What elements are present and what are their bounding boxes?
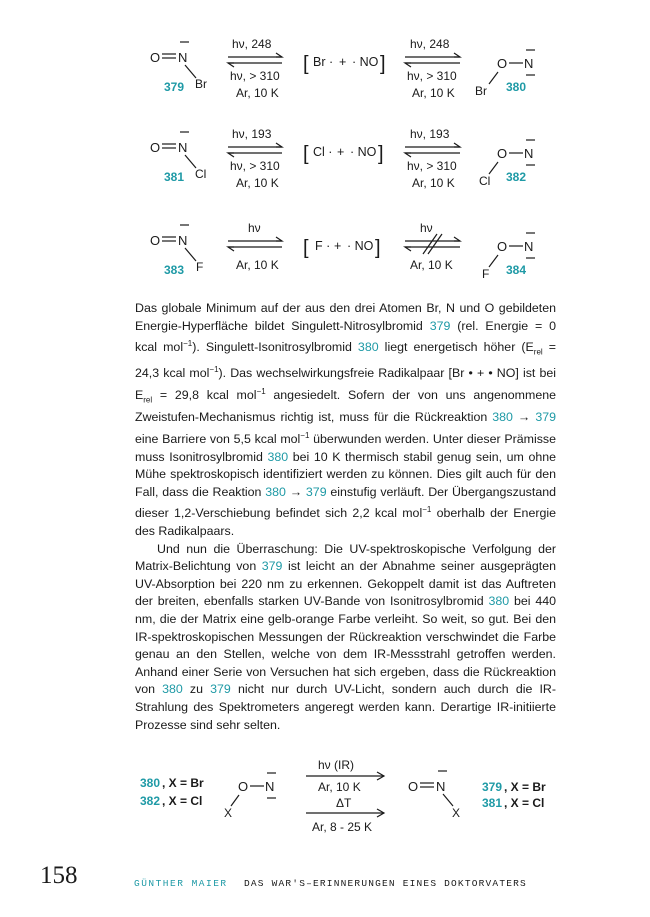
single-bond: [489, 255, 498, 267]
compound-number: 384: [506, 263, 527, 277]
atom-n: N: [524, 239, 534, 254]
atom-n: N: [524, 56, 534, 71]
substituent-label: , X = Br: [162, 776, 204, 790]
text-run: eine Barriere von 5,5 kcal mol: [135, 432, 301, 446]
text-run: Das globale Minimum auf der aus den drei Atomen Br, N und O gebildeten Energie-Hyperfläche bildet Singulett-Nitrosylbromid: [135, 301, 556, 333]
atom-o: O: [150, 50, 161, 65]
compound-ref: 379: [305, 484, 327, 499]
atom-o: O: [150, 233, 161, 248]
arrow-head: [454, 143, 460, 147]
running-footer-author: GÜNTHER MAIER: [134, 878, 228, 889]
radical-halogen: F ·: [315, 239, 331, 253]
radical-no: · NO: [352, 55, 379, 69]
bracket-open: [: [303, 53, 309, 75]
arrow-head: [405, 153, 411, 157]
radical-halogen: Cl ·: [313, 145, 333, 159]
text-run: einstufig verläuft. Der Übergangszustand dieser 1,2-Verschiebung befindet sich 2,2 kcal mol: [135, 484, 556, 521]
substituent-label: , X = Br: [504, 780, 546, 794]
superscript: −1: [209, 365, 219, 375]
atom-halogen: F: [482, 267, 490, 281]
bracket-open: [: [303, 143, 309, 165]
arrow-head: [454, 237, 460, 241]
arrow-head: [276, 53, 282, 57]
text-run: Und nun die Überraschung: Die UV-spektroskopische Verfolgung der Matrix-Belichtung von: [135, 541, 556, 574]
superscript: −1: [183, 339, 193, 349]
compound-ref: 380: [265, 484, 286, 499]
bracket-close: ]: [375, 237, 381, 259]
page-number: 158: [40, 862, 78, 889]
arrow-condition-top: hν, 193: [232, 127, 272, 141]
text-run: überwunden werden. Unter dieser Prämisse muss Isonitrosylbromid: [135, 432, 556, 464]
compound-ref: 380: [162, 682, 183, 697]
substituent-label: , X = Cl: [162, 794, 203, 808]
atom-o: O: [497, 146, 508, 161]
text-run: ist leicht an der Abnahme seiner ausgeprägten UV-Absorption bei 220 nm zu erkennen. Gekoppelt damit ist das Auftreten der breiten, ebenfalls starken UV-Bande von Isonitrosylbromid: [135, 559, 556, 609]
text-run: = 29,8 kcal mol: [152, 388, 257, 403]
text-run: bei 10 K thermisch stabil genug sein, um ohne Mühe spektroskopisch identifiziert werden zu können. Dies gilt auch für den Fall, dass die Reaktion: [135, 449, 557, 499]
compound-ref: 379: [535, 410, 556, 425]
text-run: →: [285, 484, 306, 499]
arrow-condition-bottom: hν, > 310: [407, 159, 457, 173]
compound-ref: 379: [210, 682, 231, 697]
compound-ref: 379: [261, 559, 283, 574]
text-run: = 24,3 kcal mol: [135, 340, 556, 381]
arrow-head: [276, 143, 282, 147]
paragraph: [135, 541, 556, 735]
single-bond: [489, 162, 498, 174]
atom-halogen: Br: [475, 84, 487, 98]
radical-no: · NO: [347, 239, 374, 253]
compound-ref: 379: [429, 318, 451, 333]
arrow-condition-bottom: Ar, 10 K: [412, 86, 455, 100]
arrow-condition-bottom: Ar, 8 - 25 K: [312, 820, 373, 834]
plus-sign: +: [337, 145, 345, 159]
plus-sign: +: [334, 239, 342, 253]
paragraph: [135, 300, 556, 541]
arrow-condition-top: hν: [248, 221, 261, 235]
compound-number: 381: [482, 796, 503, 810]
atom-n: N: [436, 779, 446, 794]
compound-ref: 380: [488, 594, 510, 609]
single-bond: [443, 794, 453, 806]
atom-o: O: [238, 779, 249, 794]
arrow-head: [276, 237, 282, 241]
arrow-condition-top: hν, 248: [410, 37, 450, 51]
atom-o: O: [150, 140, 161, 155]
bracket-open: [: [303, 237, 309, 259]
compound-ref: 380: [357, 340, 379, 355]
atom-n: N: [265, 779, 275, 794]
atom-n: N: [178, 140, 188, 155]
arrow-condition-bottom: Ar, 10 K: [412, 176, 455, 190]
arrow-condition-top: hν, 248: [232, 37, 272, 51]
compound-number: 382: [506, 170, 527, 184]
single-bond: [489, 72, 498, 84]
atom-halogen: Cl: [479, 174, 491, 188]
compound-number: 379: [482, 780, 503, 794]
text-run: bei 440 nm, die der Matrix eine gelb-orange Farbe verleiht. So weit, so gut. Bei den IR-spektroskopischen Messungen der Rückreaktion verschwindet die Farbe genau an den Stellen, welche von dem IR-Messstrahl getroffen werden. Anhand einer Serie von Versuchen hat sich ergeben, dass die Rückreaktion von: [135, 594, 557, 697]
subscript: rel: [533, 347, 543, 357]
compound-number: 380: [506, 80, 527, 94]
arrow-condition-bottom: Ar, 10 K: [236, 176, 279, 190]
arrow-condition-top: hν, 193: [410, 127, 450, 141]
text-run: →: [512, 410, 536, 425]
arrow-condition-bottom: hν, > 310: [230, 159, 280, 173]
arrow-condition-bottom: hν, > 310: [407, 69, 457, 83]
atom-substituent: X: [224, 806, 233, 820]
atom-substituent: X: [452, 806, 461, 820]
arrow-condition-top: hν (IR): [318, 758, 354, 772]
body-text: [135, 300, 556, 734]
plus-sign: +: [339, 55, 347, 69]
text-run: liegt energetisch höher (E: [378, 340, 534, 355]
arrow-head: [405, 63, 411, 67]
atom-o: O: [497, 56, 508, 71]
radical-no: · NO: [350, 145, 377, 159]
arrow-head: [405, 247, 411, 251]
compound-number: 382: [140, 794, 161, 808]
atom-o: O: [497, 239, 508, 254]
arrow-condition-top: Ar, 10 K: [318, 780, 361, 794]
scheme-fluorine: [0, 210, 650, 310]
text-run: ). Singulett-Isonitrosylbromid: [192, 340, 358, 355]
atom-halogen: Br: [195, 77, 207, 91]
arrow-condition-bottom: ΔT: [336, 796, 352, 810]
atom-n: N: [178, 50, 188, 65]
text-run: angesiedelt. Sofern der von uns angenommene Zweistufen-Mechanismus richtig ist, muss für die Rückreaktion: [135, 388, 556, 425]
compound-ref: 380: [267, 449, 289, 464]
superscript: −1: [300, 430, 310, 440]
atom-halogen: Cl: [195, 167, 207, 181]
subscript: rel: [143, 395, 153, 405]
atom-o: O: [408, 779, 419, 794]
text-run: zu: [182, 682, 211, 697]
arrow-condition-bottom: hν, > 310: [230, 69, 280, 83]
compound-number: 381: [164, 170, 185, 184]
compound-number: 383: [164, 263, 185, 277]
text-run: oberhalb der Energie des Radikalpaars.: [135, 506, 556, 539]
text-run: nicht nur durch UV-Licht, sondern auch durch die IR-Strahlung des Spektrometers angeregt werden kann. Derartige IR-initiierte Prozesse sind sehr selten.: [135, 682, 556, 732]
superscript: −1: [256, 387, 266, 397]
arrow-head: [454, 53, 460, 57]
radical-halogen: Br ·: [313, 55, 334, 69]
substituent-label: , X = Cl: [504, 796, 545, 810]
arrow-condition-bottom: Ar, 10 K: [236, 86, 279, 100]
atom-n: N: [524, 146, 534, 161]
running-footer-title: DAS WAR'S–ERINNERUNGEN EINES DOKTORVATERS: [244, 878, 527, 889]
arrow-head: [228, 63, 234, 67]
arrow-head: [228, 153, 234, 157]
compound-number: 380: [140, 776, 161, 790]
single-bond: [231, 795, 239, 806]
arrow-condition-bottom: Ar, 10 K: [410, 258, 453, 272]
arrow-head: [228, 247, 234, 251]
text-run: ). Das wechselwirkungsfreie Radikalpaar [Br • + • NO] ist bei E: [135, 366, 556, 403]
superscript: −1: [422, 505, 432, 515]
single-bond: [185, 248, 196, 261]
arrow-condition-top: hν: [420, 221, 433, 235]
arrow-condition-bottom: Ar, 10 K: [236, 258, 279, 272]
scheme-ir-back-reaction: [0, 745, 650, 855]
bracket-close: ]: [378, 143, 384, 165]
atom-n: N: [178, 233, 188, 248]
compound-ref: 380: [492, 410, 513, 425]
compound-number: 379: [164, 80, 185, 94]
text-run: (rel. Energie = 0 kcal mol: [135, 318, 556, 355]
bracket-close: ]: [380, 53, 386, 75]
atom-halogen: F: [196, 260, 204, 274]
